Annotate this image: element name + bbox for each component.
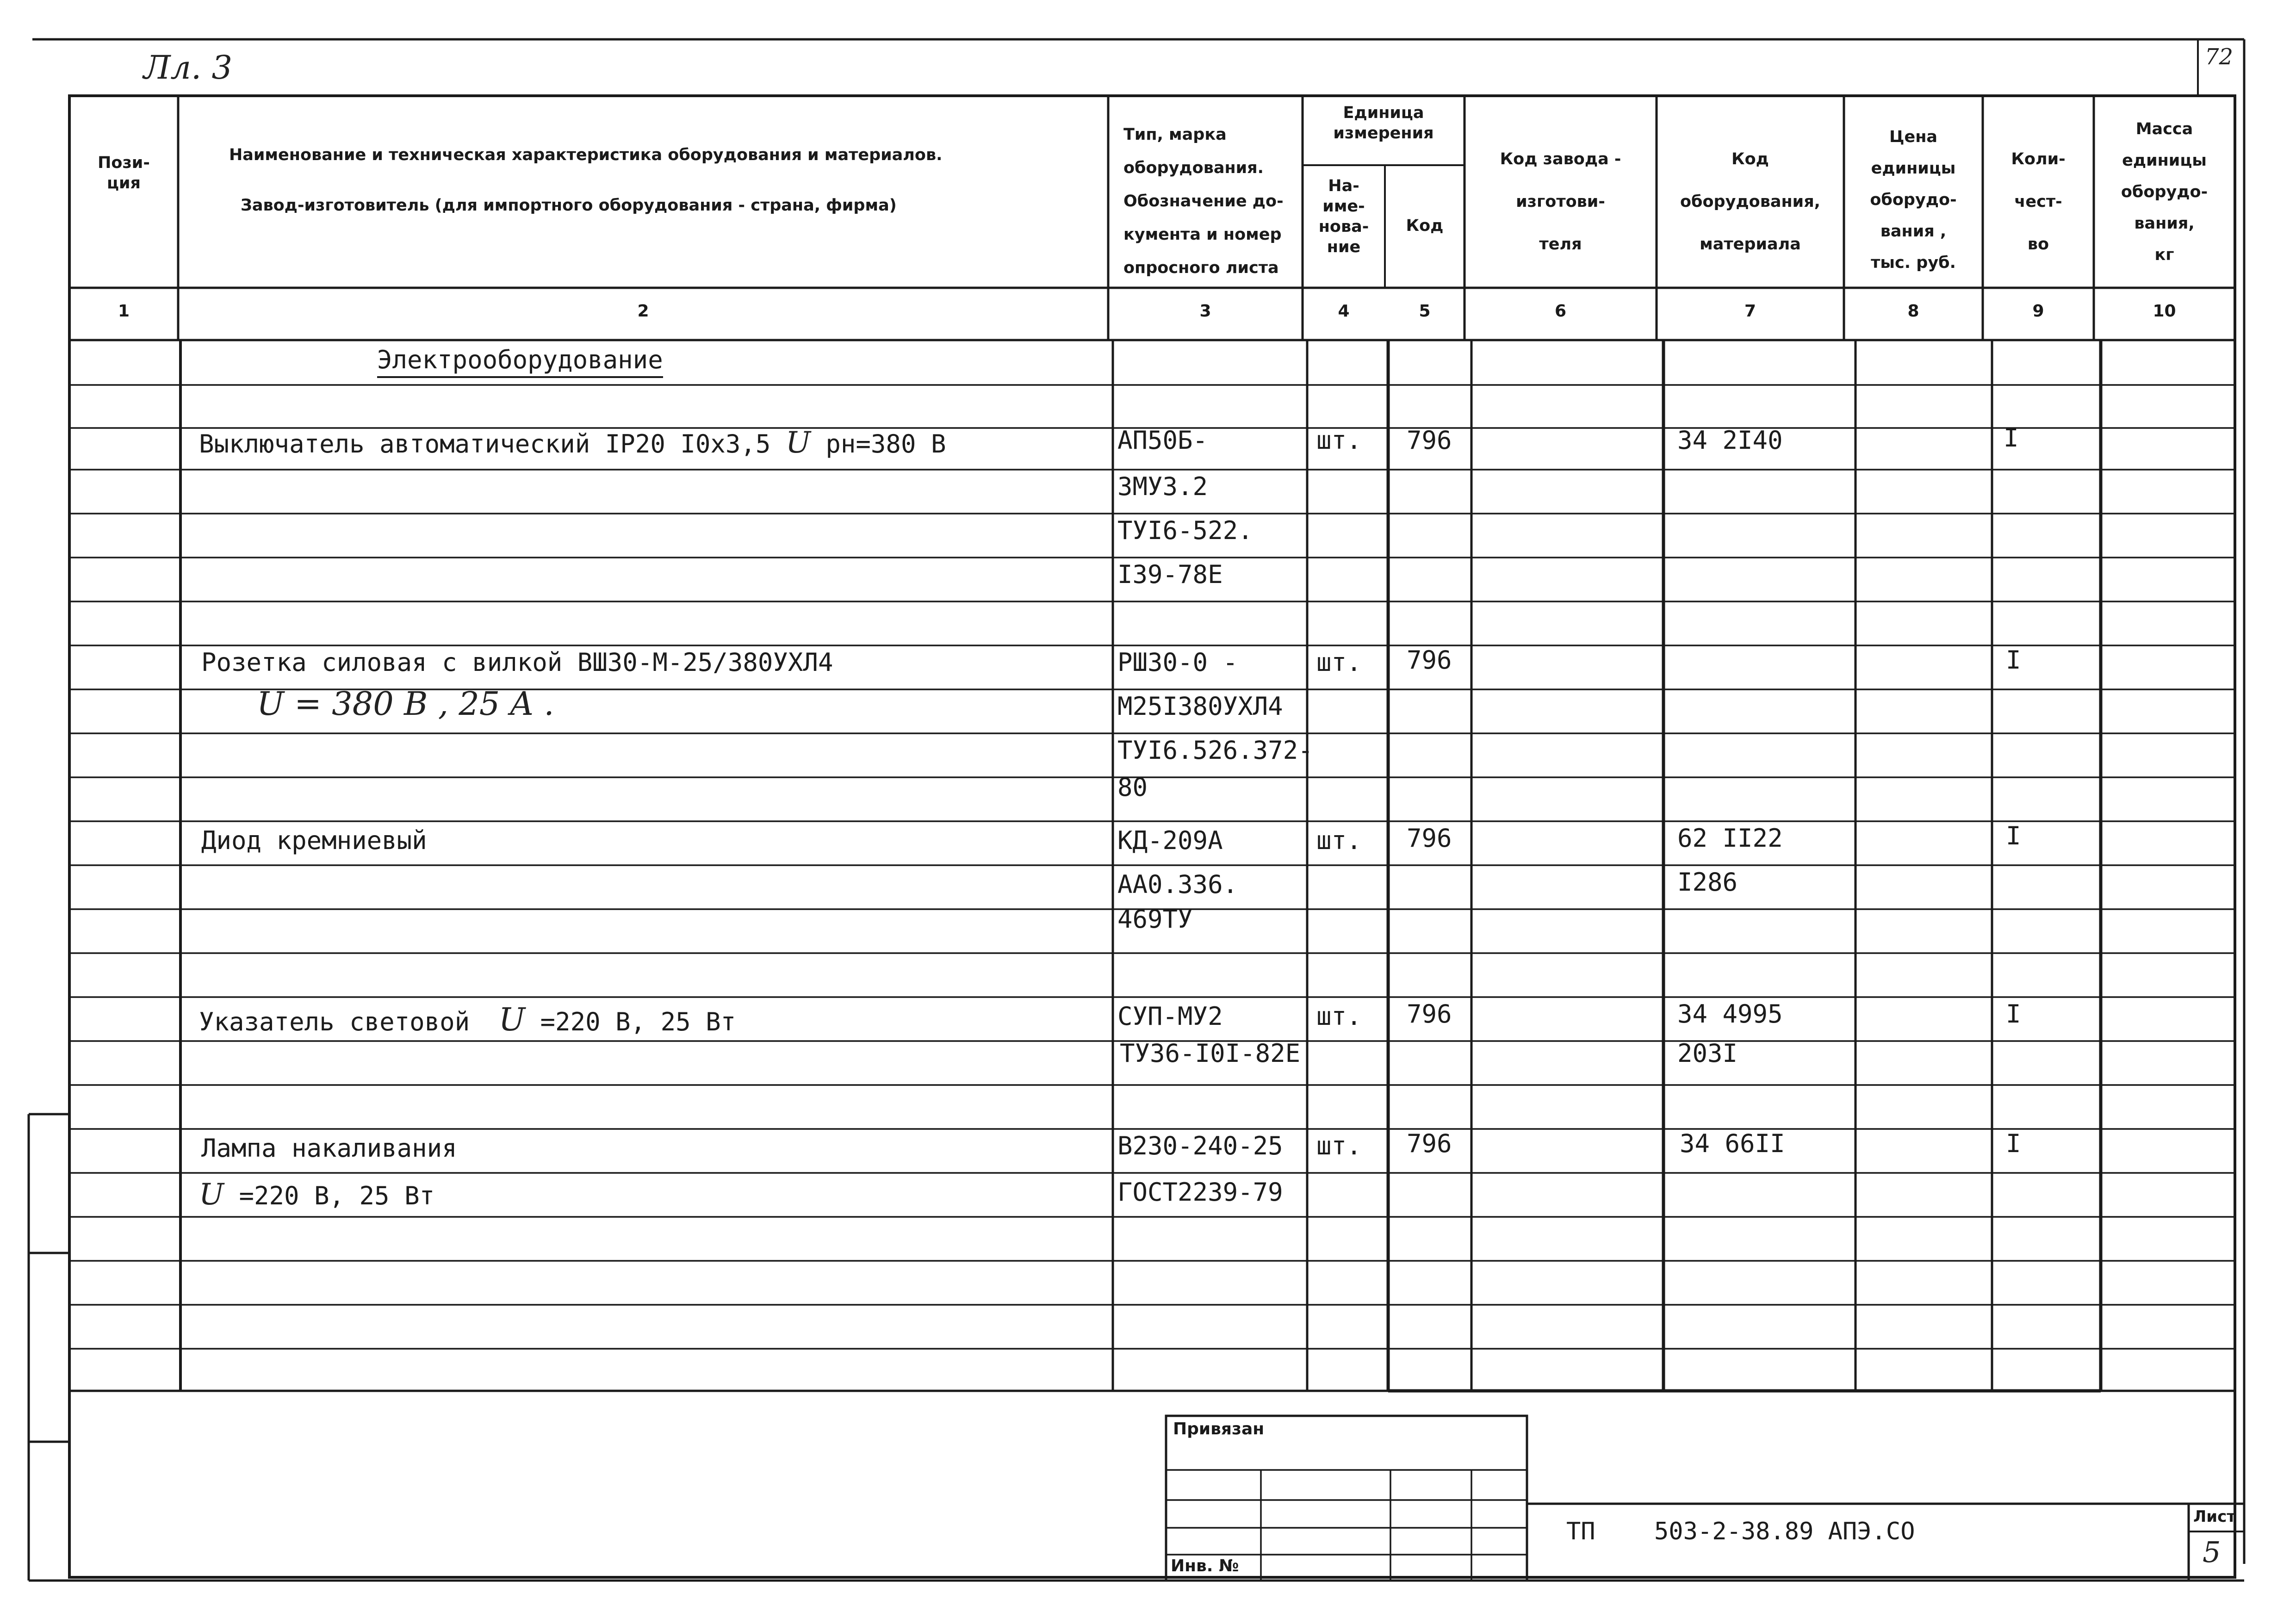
item-socket-type-2: М25I380УХЛ4 [1117, 692, 1283, 721]
section-title: Электрооборудование [377, 345, 663, 378]
header-factory-code: Код завода - изготови- теля [1500, 150, 1621, 254]
item-switch-type-3: ТУI6-522. [1117, 516, 1253, 545]
col-number-7: 7 [1744, 302, 1756, 321]
item-socket-name: Розетка силовая с вилкой ВШ30-М-25/380УХЛ4 [201, 648, 833, 677]
item-diode-unit: шт. [1316, 826, 1362, 855]
header-unit-name: На- име- нова- ние [1318, 177, 1369, 256]
col-number-9: 9 [2032, 302, 2044, 321]
item-lamp-type-1: В230-240-25 [1117, 1131, 1283, 1160]
sheet-label-handwritten: Лл. 3 [143, 49, 233, 87]
col-number-4: 4 [1338, 302, 1350, 321]
col-number-10: 10 [2153, 302, 2176, 321]
item-diode-type-3: 469ТУ [1117, 905, 1193, 934]
item-switch-unit: шт. [1316, 426, 1362, 455]
header-equipment-code: Код оборудования, материала [1680, 150, 1820, 254]
item-diode-type-1: КД-209А [1117, 826, 1223, 855]
item-indicator-qty: I [2006, 999, 2021, 1029]
page-number: 72 [2205, 44, 2234, 70]
item-socket-note-handwritten: U = 380 B , 25 A . [257, 685, 554, 723]
item-socket-qty: I [2006, 645, 2021, 675]
col-number-8: 8 [1907, 302, 1919, 321]
item-socket-unit-code: 796 [1407, 645, 1452, 675]
header-unit-group: Единица измерения [1333, 104, 1434, 143]
item-diode-qty: I [2006, 821, 2021, 850]
item-indicator-unit: шт. [1316, 1002, 1362, 1031]
header-name-line1: Наименование и техническая характеристика оборудования и материалов. [229, 146, 943, 164]
item-switch-material-code: 34 2I40 [1677, 426, 1783, 455]
item-indicator-name: Указатель световой U =220 В, 25 Вт [199, 1002, 736, 1038]
item-lamp-subline: U =220 В, 25 Вт [199, 1178, 435, 1212]
item-switch-type-2: 3МУ3.2 [1117, 472, 1208, 501]
item-switch-unit-code: 796 [1407, 426, 1452, 455]
item-switch-name: Выключатель автоматический IP20 I0x3,5 U рн=380 В [199, 426, 946, 460]
item-diode-unit-code: 796 [1407, 824, 1452, 853]
item-switch-qty: I [2004, 423, 2019, 453]
doc-code-prefix: ТП [1566, 1518, 1595, 1545]
item-indicator-material-code-2: 203I [1677, 1039, 1738, 1068]
stamp-bound-label: Привязан [1173, 1420, 1265, 1438]
item-diode-material-code-1: 62 II22 [1677, 824, 1783, 853]
col-number-3: 3 [1199, 302, 1211, 321]
item-diode-name: Диод кремниевый [201, 826, 427, 855]
stamp-inv-label: Инв. № [1171, 1556, 1239, 1575]
item-socket-type-3: ТУI6.526.372- [1117, 736, 1313, 765]
col-number-5: 5 [1419, 302, 1431, 321]
header-type-mark: Тип, марка оборудования. Обозначение до- кумента и номер опросного листа [1123, 125, 1284, 277]
item-switch-type-4: I39-78Е [1117, 560, 1223, 589]
header-name-line2: Завод-изготовитель (для импортного оборудования - страна, фирма) [241, 196, 897, 215]
item-diode-type-2: АА0.336. [1117, 870, 1238, 899]
item-socket-type-4: 80 [1117, 773, 1148, 802]
item-lamp-unit-code: 796 [1407, 1129, 1452, 1158]
header-position: Пози- ция [98, 154, 150, 192]
doc-code: 503-2-38.89 АПЭ.СО [1654, 1518, 1915, 1545]
sheet-label: Лист [2193, 1507, 2236, 1526]
item-lamp-qty: I [2006, 1129, 2021, 1158]
item-socket-unit: шт. [1316, 648, 1362, 677]
item-lamp-type-2: ГОСТ2239-79 [1117, 1178, 1283, 1207]
col-number-2: 2 [637, 302, 649, 321]
header-quantity: Коли- чест- во [2011, 150, 2066, 254]
header-unit-code: Код [1406, 217, 1444, 235]
col-number-1: 1 [118, 302, 130, 321]
item-diode-material-code-2: I286 [1677, 868, 1738, 897]
item-indicator-unit-code: 796 [1407, 999, 1452, 1029]
item-lamp-material-code: 34 66II [1680, 1129, 1785, 1158]
item-lamp-name: Лампа накаливания [201, 1134, 457, 1163]
item-socket-type-1: РШ30-0 - [1117, 648, 1238, 677]
col-number-6: 6 [1554, 302, 1567, 321]
item-indicator-type-2: ТУ36-I0I-82Е [1120, 1039, 1301, 1068]
item-switch-type-1: АП50Б- [1117, 426, 1208, 455]
sheet-number: 5 [2203, 1535, 2221, 1569]
item-indicator-type-1: СУП-МУ2 [1117, 1002, 1223, 1031]
header-unit-mass: Масса единицы оборудо- вания, кг [2121, 120, 2208, 264]
item-indicator-material-code-1: 34 4995 [1677, 999, 1783, 1029]
header-unit-price: Цена единицы оборудо- вания , тыс. руб. [1870, 128, 1957, 272]
item-lamp-unit: шт. [1316, 1131, 1362, 1160]
